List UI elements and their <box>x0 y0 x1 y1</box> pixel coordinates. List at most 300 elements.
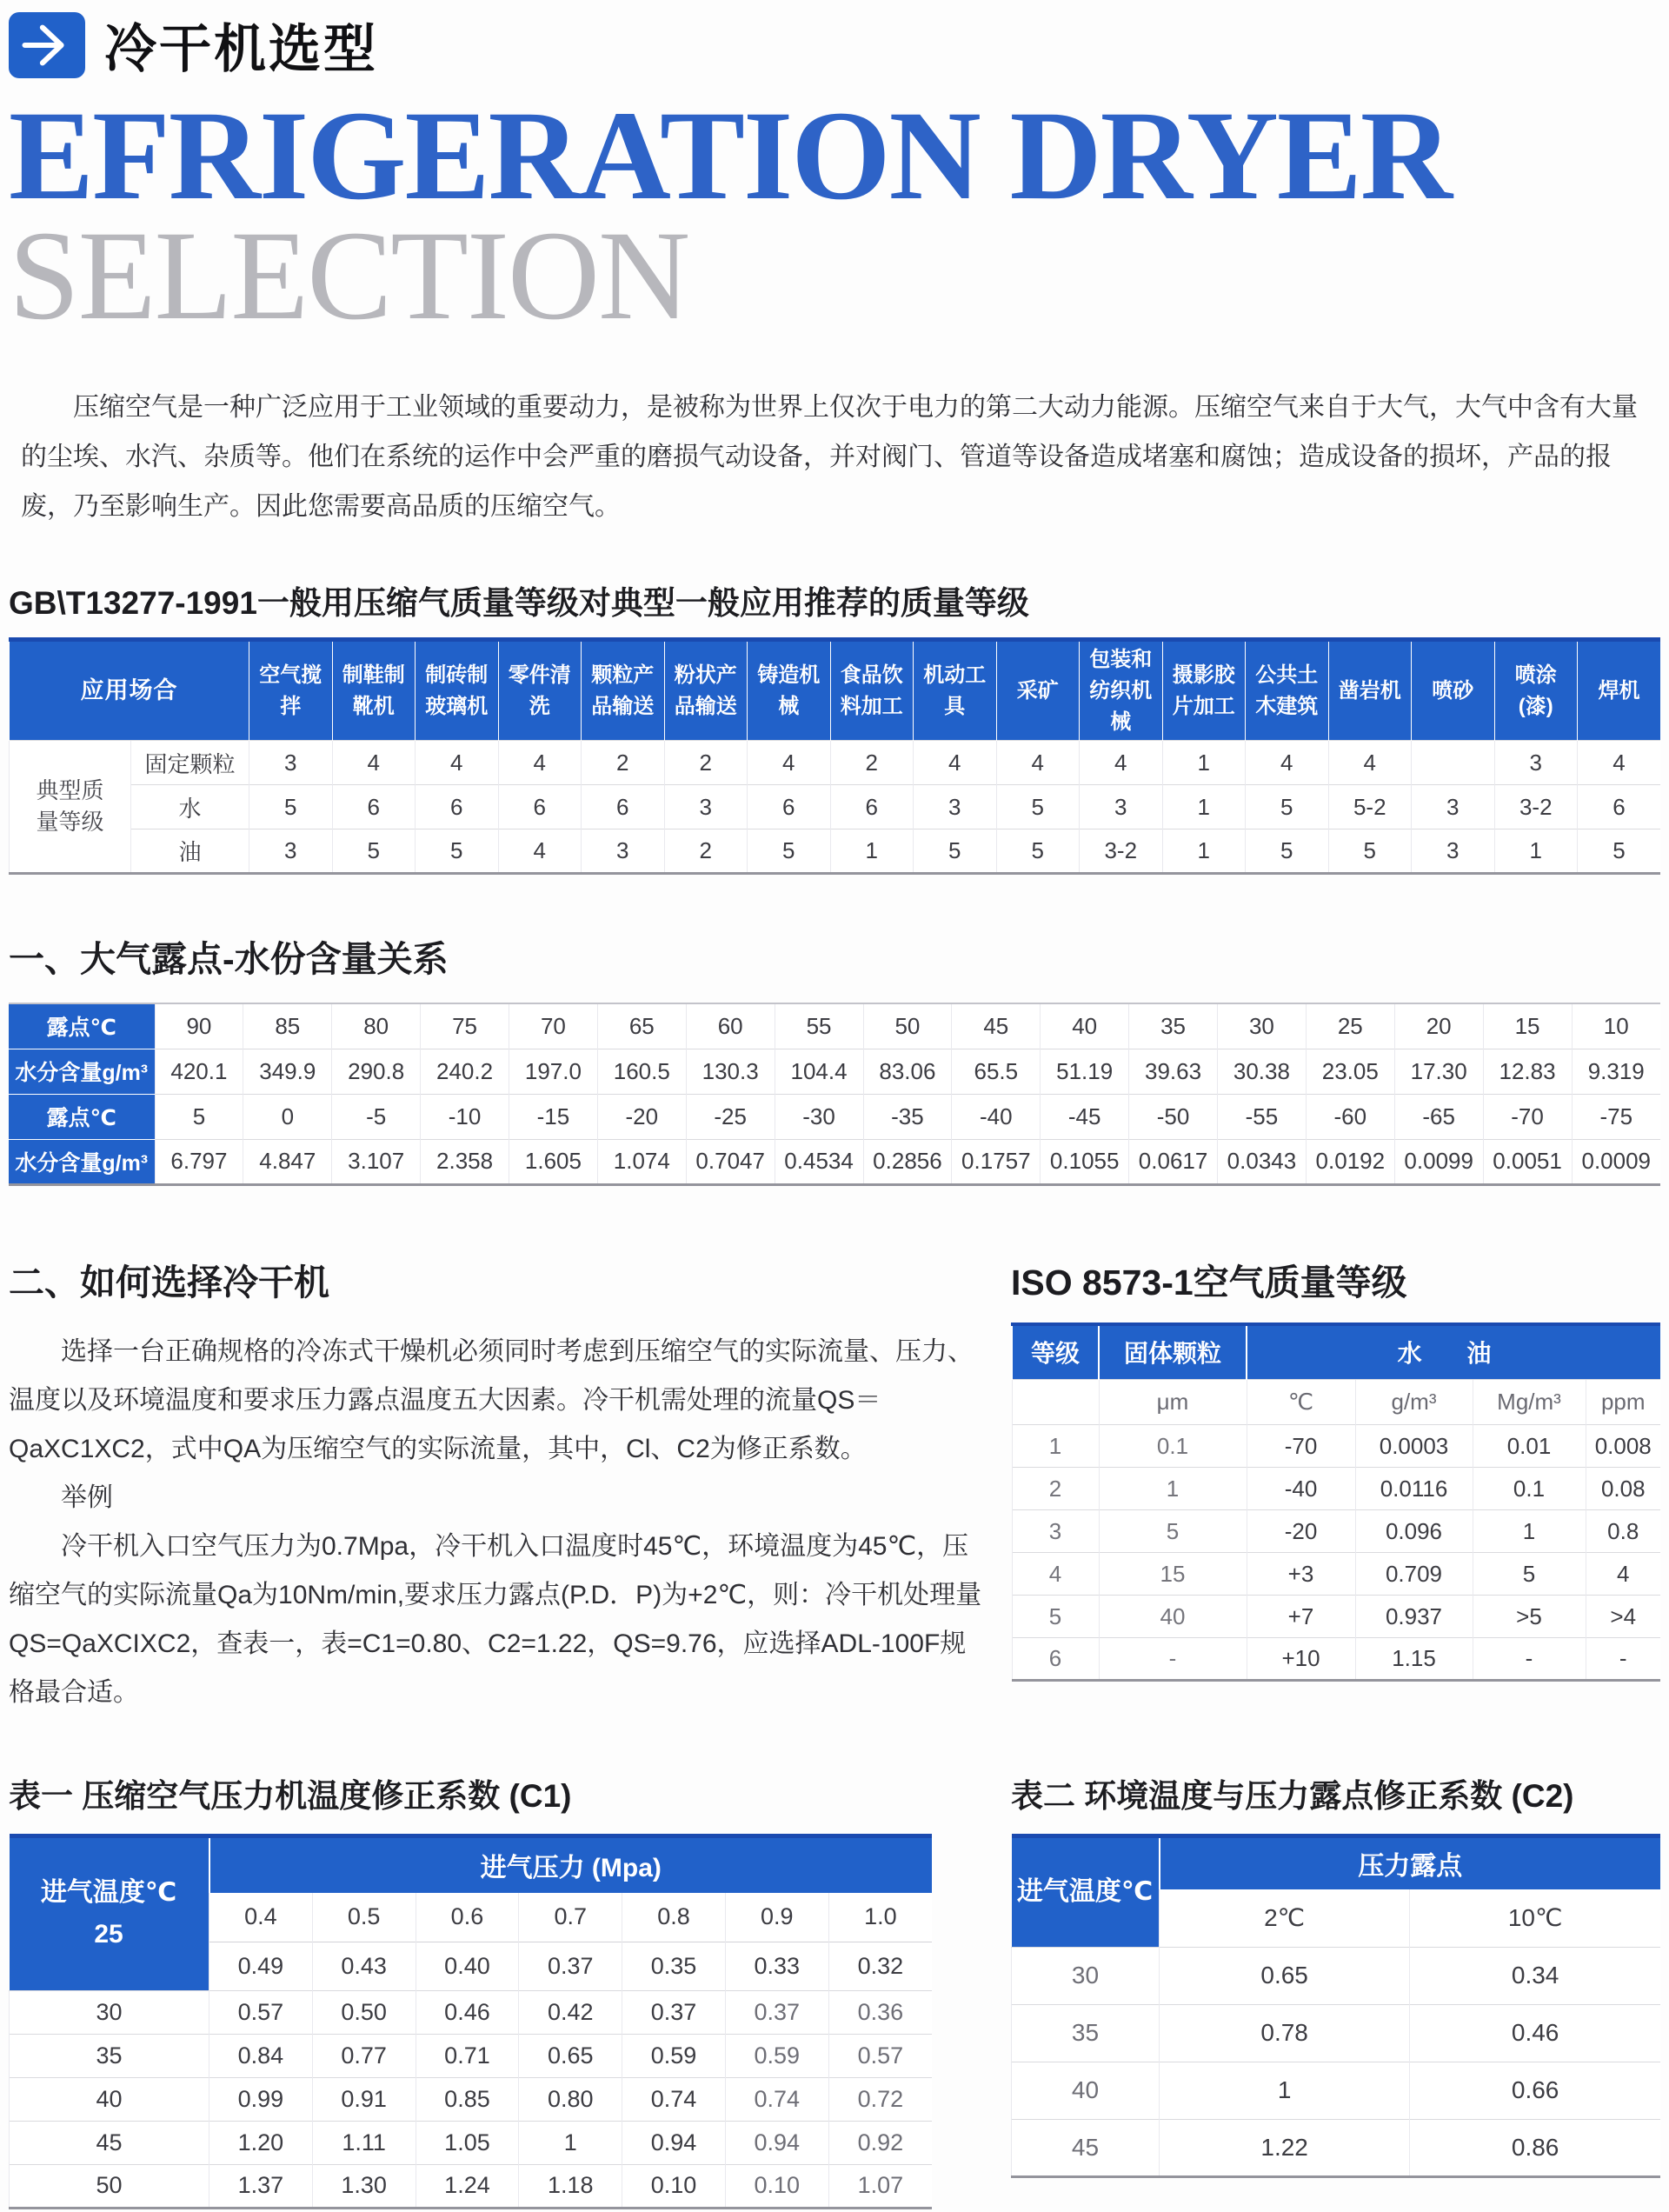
table-cell: 1 <box>1099 1468 1247 1510</box>
table-cell: 15 <box>1099 1553 1247 1596</box>
table-cell: -75 <box>1572 1094 1660 1139</box>
table-cell: 0.4 <box>209 1893 313 1942</box>
table-cell: 3-2 <box>1494 785 1578 830</box>
table-cell: 采矿 <box>996 640 1080 741</box>
table-cell: 3 <box>582 830 665 874</box>
table-cell: 0.01 <box>1473 1425 1586 1468</box>
table-cell: -40 <box>952 1094 1041 1139</box>
table-cell: 6 <box>1578 785 1661 830</box>
table-cell: 1.0 <box>828 1893 932 1942</box>
table-cell: 4 <box>498 830 582 874</box>
table-cell: 2 <box>664 830 748 874</box>
table-cell: 喷砂 <box>1412 640 1495 741</box>
table-row <box>9 1049 1660 1094</box>
table-cell: 零件清洗 <box>498 640 582 741</box>
page-header <box>9 7 1660 83</box>
table-cell: 4 <box>1012 1553 1099 1596</box>
example-label: 举例 <box>61 1482 113 1512</box>
c1-header-row <box>10 1836 933 1893</box>
table-cell: 5 <box>1578 830 1661 874</box>
table-cell: 0.94 <box>622 2121 726 2164</box>
table-cell: 0.008 <box>1586 1425 1660 1468</box>
table-cell: 0.08 <box>1586 1468 1660 1510</box>
table-cell: 0.709 <box>1355 1553 1473 1596</box>
table-row <box>1012 1510 1660 1553</box>
table-cell: 5 <box>996 785 1080 830</box>
table-cell: 0.49 <box>209 1942 313 1990</box>
table-cell: 0.65 <box>519 2034 622 2077</box>
table-cell: 0.35 <box>622 1942 726 1990</box>
row-label: 40 <box>1012 2062 1160 2119</box>
table-cell: 197.0 <box>509 1049 598 1094</box>
table-cell: 3 <box>1080 785 1163 830</box>
table-cell: -70 <box>1483 1094 1572 1139</box>
row-label: 水 <box>131 785 249 830</box>
table-cell: 0.37 <box>519 1942 622 1990</box>
table-row <box>10 2121 933 2164</box>
table-cell <box>1412 741 1495 785</box>
table-cell: 5 <box>249 785 333 830</box>
table-row <box>10 1990 933 2034</box>
table-cell: 0.74 <box>622 2077 726 2121</box>
row-label: 露点℃ <box>9 1003 155 1049</box>
table-cell: 1.20 <box>209 2121 313 2164</box>
table-cell: 2 <box>582 741 665 785</box>
table-cell: 制砖制玻璃机 <box>416 640 499 741</box>
section2-paragraph: 选择一台正确规格的冷冻式干燥机必须同时考虑到压缩空气的实际流量、压力、温度以及环境温度和要求压力露点温度五大因素。冷干机需处理的流量QS＝QaXC1XC2，式中QA为压缩空气的实际流量，其中，Cl、C2为修正系数。 <box>9 1336 974 1463</box>
table-cell: 45 <box>952 1003 1041 1049</box>
table-cell: -50 <box>1129 1094 1218 1139</box>
table-cell: 包装和纺织机械 <box>1080 640 1163 741</box>
table-cell: 0.7047 <box>686 1139 775 1184</box>
table-cell: 1.18 <box>519 2164 622 2208</box>
table-cell: -25 <box>686 1094 775 1139</box>
table-cell: 83.06 <box>863 1049 952 1094</box>
table-cell: 4 <box>996 741 1080 785</box>
table-cell: 4 <box>1578 741 1661 785</box>
table-cell: 0.0343 <box>1218 1139 1307 1184</box>
iso-column <box>1011 1254 1660 1682</box>
section2-example-paragraph: 冷干机入口空气压力为0.7Mpa，冷干机入口温度时45℃，环境温度为45℃，压缩空气的实际流量Qa为10Nm/min,要求压力露点(P.D．P)为+2℃，则：冷干机处理量QS=QaXCIXC2，查表一，表=C1=0.80、C2=1.22，QS=9.76，应选择ADL-100F规格最合适。 <box>9 1531 982 1707</box>
column-group-header: 压力露点 <box>1160 1836 1661 1889</box>
table-cell: 1 <box>1160 2062 1410 2119</box>
table-cell: 0.59 <box>622 2034 726 2077</box>
table-cell: 6 <box>416 785 499 830</box>
table-cell: +10 <box>1247 1638 1355 1681</box>
table-cell: 420.1 <box>155 1049 243 1094</box>
table-cell: Mg/m³ <box>1473 1380 1586 1425</box>
section2-column <box>9 1254 987 1717</box>
table-cell: 1.05 <box>416 2121 519 2164</box>
table-cell: 0.5 <box>312 1893 416 1942</box>
table-cell: 10 <box>1572 1003 1660 1049</box>
table-cell: 2℃ <box>1160 1889 1410 1947</box>
column-header: 等级 <box>1012 1324 1099 1380</box>
table-cell: 3-2 <box>1080 830 1163 874</box>
iso-table-title: ISO 8573-1空气质量等级 <box>1011 1262 1407 1303</box>
corner-line2: 25 <box>94 1920 123 1949</box>
table-cell: 5 <box>1473 1553 1586 1596</box>
row-label: 35 <box>1012 2004 1160 2062</box>
table-cell: 6 <box>498 785 582 830</box>
table-cell: 6 <box>332 785 416 830</box>
table-cell: 1.24 <box>416 2164 519 2208</box>
gb-header-row <box>10 640 1661 741</box>
iso-air-quality-table <box>1011 1323 1660 1682</box>
table-cell: 3 <box>249 830 333 874</box>
table-cell: 35 <box>1129 1003 1218 1049</box>
table-cell: -70 <box>1247 1425 1355 1468</box>
table-cell: 0.86 <box>1410 2119 1660 2176</box>
table-cell: 4 <box>498 741 582 785</box>
table-cell: -15 <box>509 1094 598 1139</box>
corner-line1: 进气温度℃ <box>40 1878 177 1907</box>
table-cell: 喷涂(漆) <box>1494 640 1578 741</box>
gb-table-title: GB\T13277-1991一般用压缩气质量等级对典型一般应用推荐的质量等级 <box>9 585 1029 621</box>
table-cell: 0.94 <box>725 2121 828 2164</box>
table-cell: - <box>1473 1638 1586 1681</box>
table-cell <box>1012 1380 1099 1425</box>
table-cell: 50 <box>863 1003 952 1049</box>
table-cell: 0.46 <box>416 1990 519 2034</box>
table-cell: 0.37 <box>622 1990 726 2034</box>
table-cell: 0.78 <box>1160 2004 1410 2062</box>
dew-point-table <box>9 1003 1660 1186</box>
table-cell: 15 <box>1483 1003 1572 1049</box>
table-cell: 2.358 <box>421 1139 509 1184</box>
table-cell: 70 <box>509 1003 598 1049</box>
table-cell: 0.57 <box>209 1990 313 2034</box>
row-label: 固定颗粒 <box>131 741 249 785</box>
table-cell: 60 <box>686 1003 775 1049</box>
table-cell: 1.605 <box>509 1139 598 1184</box>
middle-columns <box>9 1254 1660 1717</box>
table-row <box>10 830 1661 874</box>
table-cell: 0.33 <box>725 1942 828 1990</box>
table-cell: 5 <box>748 830 831 874</box>
table-cell: 4 <box>1586 1553 1660 1596</box>
table-cell: 0.72 <box>828 2077 932 2121</box>
table-cell: 0.4534 <box>775 1139 863 1184</box>
table-cell: 6 <box>1012 1638 1099 1681</box>
table-cell: 4 <box>1080 741 1163 785</box>
table-cell: 公共土木建筑 <box>1246 640 1329 741</box>
table-cell: 10℃ <box>1410 1889 1660 1947</box>
table-row <box>10 785 1661 830</box>
table-row <box>1012 1947 1661 2004</box>
table-cell: g/m³ <box>1355 1380 1473 1425</box>
table-cell: 焊机 <box>1578 640 1661 741</box>
table-cell: 0.0617 <box>1129 1139 1218 1184</box>
row-label: 30 <box>10 1990 209 2034</box>
table-cell: 4 <box>1246 741 1329 785</box>
page-title: 冷干机选型 <box>104 20 378 78</box>
column-group-header: 进气压力 (Mpa) <box>209 1836 933 1893</box>
table-cell: 3 <box>1412 830 1495 874</box>
table-cell: 90 <box>155 1003 243 1049</box>
table-cell: 0.84 <box>209 2034 313 2077</box>
row-label: 油 <box>131 830 249 874</box>
table-row <box>1012 1596 1660 1638</box>
table-cell: 0.77 <box>312 2034 416 2077</box>
table-cell: 130.3 <box>686 1049 775 1094</box>
table-cell: -10 <box>421 1094 509 1139</box>
table-cell: 240.2 <box>421 1049 509 1094</box>
row-label: 45 <box>1012 2119 1160 2176</box>
table-cell: 颗粒产品输送 <box>582 640 665 741</box>
table-cell: 6 <box>830 785 914 830</box>
table-cell: 0.937 <box>1355 1596 1473 1638</box>
table-row <box>9 1139 1660 1184</box>
table-cell: 40 <box>1099 1596 1247 1638</box>
table-cell: 5 <box>1328 830 1412 874</box>
table-row <box>10 2034 933 2077</box>
table-cell: 85 <box>243 1003 332 1049</box>
table-cell: 0.99 <box>209 2077 313 2121</box>
table-cell: 1.074 <box>597 1139 686 1184</box>
table-cell: 5 <box>155 1094 243 1139</box>
table-cell: 2 <box>830 741 914 785</box>
row-label: 水分含量g/m³ <box>9 1139 155 1184</box>
table-row <box>10 741 1661 785</box>
table-cell: 0.0009 <box>1572 1139 1660 1184</box>
table-cell: 1 <box>1162 830 1246 874</box>
table-cell: 6 <box>748 785 831 830</box>
table-cell: 3 <box>1012 1510 1099 1553</box>
row-label: 35 <box>10 2034 209 2077</box>
table-cell: 9.319 <box>1572 1049 1660 1094</box>
table-cell: 0.9 <box>725 1893 828 1942</box>
table-cell: 1 <box>519 2121 622 2164</box>
hero-title-line2: SELECTION <box>9 204 689 346</box>
table-cell: 160.5 <box>597 1049 686 1094</box>
iso-header-row <box>1012 1324 1660 1380</box>
table-row <box>1012 1425 1660 1468</box>
table-cell: 0.46 <box>1410 2004 1660 2062</box>
table-cell: 0.1 <box>1473 1468 1586 1510</box>
table-cell: 290.8 <box>332 1049 421 1094</box>
table-cell: 3.107 <box>332 1139 421 1184</box>
table-cell: 0.0192 <box>1306 1139 1394 1184</box>
table-cell: -20 <box>1247 1510 1355 1553</box>
table-cell: 0.37 <box>725 1990 828 2034</box>
table-cell: 0.6 <box>416 1893 519 1942</box>
table-cell: 1.22 <box>1160 2119 1410 2176</box>
table-cell: 80 <box>332 1003 421 1049</box>
table-row <box>1012 1468 1660 1510</box>
table-cell: 5 <box>1012 1596 1099 1638</box>
table-cell: 0.0099 <box>1394 1139 1483 1184</box>
table-cell: -45 <box>1041 1094 1129 1139</box>
table-cell: 0.34 <box>1410 1947 1660 2004</box>
table-cell: 0.80 <box>519 2077 622 2121</box>
table-cell: -65 <box>1394 1094 1483 1139</box>
table-cell: 1 <box>1162 785 1246 830</box>
table-cell: 2 <box>664 741 748 785</box>
table-row <box>9 1003 1660 1049</box>
table-cell: 5 <box>1099 1510 1247 1553</box>
table-row <box>1012 2119 1661 2176</box>
table-cell: -30 <box>775 1094 863 1139</box>
table-cell: 30.38 <box>1218 1049 1307 1094</box>
row-label: 50 <box>10 2164 209 2208</box>
table-cell: 51.19 <box>1041 1049 1129 1094</box>
table-cell: 0.42 <box>519 1990 622 2034</box>
table-cell: 1.11 <box>312 2121 416 2164</box>
table-cell: - <box>1099 1638 1247 1681</box>
row-label: 40 <box>10 2077 209 2121</box>
table-cell: -60 <box>1306 1094 1394 1139</box>
table-cell: 0.7 <box>519 1893 622 1942</box>
table-row <box>1012 1553 1660 1596</box>
table-cell: 0.92 <box>828 2121 932 2164</box>
bottom-columns <box>9 1769 1660 2209</box>
table-cell: 39.63 <box>1129 1049 1218 1094</box>
correction-table-c1 <box>9 1834 932 2209</box>
table-cell: 75 <box>421 1003 509 1049</box>
table-cell: 30 <box>1218 1003 1307 1049</box>
table-cell: 4 <box>748 741 831 785</box>
section1-title: 一、大气露点-水份含量关系 <box>9 939 449 979</box>
corner-cell: 进气温度℃ <box>1012 1836 1160 1947</box>
table-cell: 0.85 <box>416 2077 519 2121</box>
table-cell: 55 <box>775 1003 863 1049</box>
table-cell: 0.10 <box>725 2164 828 2208</box>
table-cell: 3 <box>914 785 997 830</box>
table-cell: 5 <box>1246 830 1329 874</box>
units-row <box>1012 1380 1660 1425</box>
table-cell: 3 <box>249 741 333 785</box>
section2-title: 二、如何选择冷干机 <box>9 1262 329 1303</box>
table-c2-column <box>1011 1769 1660 2178</box>
table-cell: 摄影胶片加工 <box>1162 640 1246 741</box>
row-label: 水分含量g/m³ <box>9 1049 155 1094</box>
c2-header-row <box>1012 1836 1661 1889</box>
table-cell: 0.91 <box>312 2077 416 2121</box>
table-row <box>1012 1638 1660 1681</box>
table-cell: 2 <box>1012 1468 1099 1510</box>
table-cell: 0.096 <box>1355 1510 1473 1553</box>
table-cell: 0.71 <box>416 2034 519 2077</box>
table-cell: 凿岩机 <box>1328 640 1412 741</box>
row-label: 露点℃ <box>9 1094 155 1139</box>
table-c1-title: 表一 压缩空气压力机温度修正系数 (C1) <box>9 1777 572 1814</box>
table-cell: 5 <box>996 830 1080 874</box>
corner-cell: 应用场合 <box>10 640 249 741</box>
table-row <box>10 2164 933 2208</box>
table-row <box>1012 2062 1661 2119</box>
table-cell: 0.2856 <box>863 1139 952 1184</box>
table-cell: 4.847 <box>243 1139 332 1184</box>
hero-title-line1: EFRIGERATION DRYER <box>9 84 1452 226</box>
table-cell: 4 <box>416 741 499 785</box>
table-cell: +3 <box>1247 1553 1355 1596</box>
table-cell: 3 <box>1494 741 1578 785</box>
table-cell: 65.5 <box>952 1049 1041 1094</box>
table-cell: 空气搅拌 <box>249 640 333 741</box>
table-cell: 40 <box>1041 1003 1129 1049</box>
corner-cell <box>10 1836 209 1990</box>
table-cell: 1 <box>830 830 914 874</box>
table-cell: 4 <box>1328 741 1412 785</box>
table-cell: 1.15 <box>1355 1638 1473 1681</box>
table-cell: -35 <box>863 1094 952 1139</box>
row-label: 45 <box>10 2121 209 2164</box>
row-label: 30 <box>1012 1947 1160 2004</box>
table-cell: 3 <box>664 785 748 830</box>
table-cell: 65 <box>597 1003 686 1049</box>
table-cell: 25 <box>1306 1003 1394 1049</box>
table-cell: 粉状产品输送 <box>664 640 748 741</box>
table-cell: 0.0003 <box>1355 1425 1473 1468</box>
table-row <box>9 1094 1660 1139</box>
table-cell: 0.57 <box>828 2034 932 2077</box>
table-cell: 4 <box>332 741 416 785</box>
table-cell: 食品饮料加工 <box>830 640 914 741</box>
table-cell: 1.30 <box>312 2164 416 2208</box>
row-group-label: 典型质量等级 <box>10 741 131 874</box>
table-cell: 23.05 <box>1306 1049 1394 1094</box>
table-cell: 1 <box>1012 1425 1099 1468</box>
table-cell: 0.40 <box>416 1942 519 1990</box>
table-cell: -40 <box>1247 1468 1355 1510</box>
table-cell: 17.30 <box>1394 1049 1483 1094</box>
table-cell: ppm <box>1586 1380 1660 1425</box>
table-cell: 0.65 <box>1160 1947 1410 2004</box>
column-header: 固体颗粒 <box>1099 1324 1247 1380</box>
table-cell: 0.66 <box>1410 2062 1660 2119</box>
intro-paragraph: 压缩空气是一种广泛应用于工业领域的重要动力，是被称为世界上仅次于电力的第二大动力能源。压缩空气来自于大气，大气中含有大量的尘埃、水汽、杂质等。他们在系统的运作中会严重的磨损气动设备，并对阀门、管道等设备造成堵塞和腐蚀；造成设备的损坏，产品的报废，乃至影响生产。因此您需要高品质的压缩空气。 <box>21 393 1638 521</box>
table-cell: -5 <box>332 1094 421 1139</box>
table-cell: 0.10 <box>622 2164 726 2208</box>
table-cell: 0.43 <box>312 1942 416 1990</box>
table-cell: 0.50 <box>312 1990 416 2034</box>
table-cell: 20 <box>1394 1003 1483 1049</box>
table-cell: - <box>1586 1638 1660 1681</box>
table-cell: 0.1055 <box>1041 1139 1129 1184</box>
table-cell: >5 <box>1473 1596 1586 1638</box>
table-cell: 制鞋制靴机 <box>332 640 416 741</box>
table-cell: -55 <box>1218 1094 1307 1139</box>
table-cell: 1 <box>1473 1510 1586 1553</box>
table-cell: 1.07 <box>828 2164 932 2208</box>
table-cell: +7 <box>1247 1596 1355 1638</box>
table-row <box>1012 2004 1661 2062</box>
table-cell: 3 <box>1412 785 1495 830</box>
table-c1-column <box>9 1769 987 2209</box>
table-cell: 0.32 <box>828 1942 932 1990</box>
table-cell: -20 <box>597 1094 686 1139</box>
table-cell: 机动工具 <box>914 640 997 741</box>
table-cell: 0.8 <box>622 1893 726 1942</box>
table-cell: 0.0116 <box>1355 1468 1473 1510</box>
correction-table-c2 <box>1011 1834 1660 2178</box>
table-c2-title: 表二 环境温度与压力露点修正系数 (C2) <box>1011 1777 1574 1814</box>
table-cell: 1 <box>1162 741 1246 785</box>
table-cell: 0.74 <box>725 2077 828 2121</box>
hero-title <box>9 84 1660 346</box>
table-cell: 349.9 <box>243 1049 332 1094</box>
table-cell: 4 <box>914 741 997 785</box>
table-cell: >4 <box>1586 1596 1660 1638</box>
table-cell: 0 <box>243 1094 332 1139</box>
table-cell: ℃ <box>1247 1380 1355 1425</box>
table-cell: 0.36 <box>828 1990 932 2034</box>
table-cell: 0.59 <box>725 2034 828 2077</box>
table-cell: 0.1757 <box>952 1139 1041 1184</box>
table-cell: 0.1 <box>1099 1425 1247 1468</box>
table-row <box>10 2077 933 2121</box>
